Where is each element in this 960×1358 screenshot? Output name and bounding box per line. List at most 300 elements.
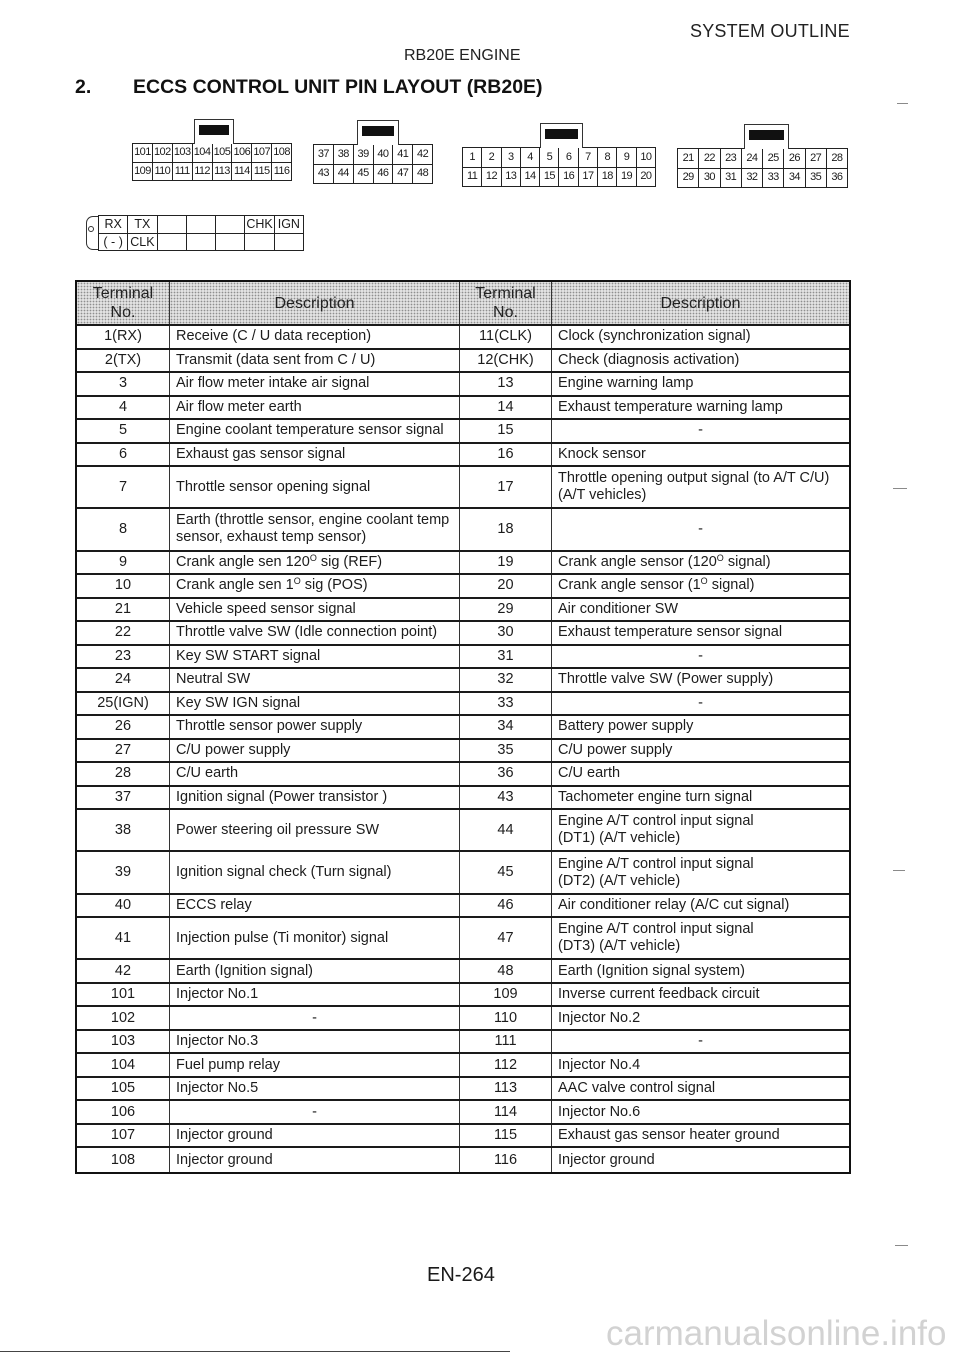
table-row <box>77 622 849 646</box>
connector-pin: 41 <box>393 145 413 165</box>
description-text: Injector No.6 <box>558 1103 641 1120</box>
connector-pin: 6 <box>559 148 578 168</box>
terminal-number-cell <box>460 599 552 621</box>
connector-pin: 48 <box>413 165 433 185</box>
description-cell <box>552 918 849 958</box>
connector-pin: 9 <box>617 148 636 168</box>
table-header-row <box>77 282 849 326</box>
description-cell <box>170 1054 460 1076</box>
terminal-number-cell <box>77 740 170 762</box>
terminal-number: 47 <box>497 929 514 946</box>
description-text: Injector No.2 <box>558 1009 641 1026</box>
description-cell <box>552 1054 849 1076</box>
terminal-number-cell <box>460 373 552 395</box>
description-text <box>558 577 754 594</box>
terminal-number-cell <box>77 552 170 574</box>
description-text: Exhaust gas sensor signal <box>176 445 346 462</box>
description-text: Injector ground <box>176 1127 273 1144</box>
description-text: Injector No.1 <box>176 986 259 1003</box>
description-text: Air conditioner SW <box>558 600 679 617</box>
table-row <box>77 984 849 1008</box>
description-cell <box>170 444 460 466</box>
table-row <box>77 740 849 764</box>
connector-pin: 102 <box>153 144 173 163</box>
description-text-part: sig (REF) <box>316 553 383 570</box>
terminal-number: 107 <box>110 1127 136 1144</box>
connector-pin: 20 <box>637 168 656 188</box>
degree-superscript: O <box>293 576 301 587</box>
description-text: Vehicle speed sensor signal <box>176 600 356 617</box>
terminal-number: 115 <box>493 1127 518 1144</box>
description-text: Ignition signal check (Turn signal) <box>176 864 392 881</box>
connector-pin: 3 <box>502 148 521 168</box>
connector-pin: 18 <box>598 168 617 188</box>
connector-pin: 15 <box>540 168 559 188</box>
connector-pin: IGN <box>275 216 304 234</box>
connector-pin: 29 <box>678 169 699 189</box>
terminal-number: 13 <box>497 375 514 392</box>
page-number: EN-264 <box>427 1264 495 1286</box>
terminal-number: 20 <box>497 577 514 594</box>
table-row <box>77 397 849 421</box>
description-text-part: signal) <box>707 577 755 594</box>
terminal-number-cell <box>77 1125 170 1147</box>
connector-pin: 37 <box>314 145 334 165</box>
terminal-number-cell <box>77 669 170 691</box>
description-text: - <box>698 422 703 439</box>
terminal-number: 106 <box>110 1103 136 1120</box>
description-cell <box>552 895 849 917</box>
terminal-number-cell <box>460 467 552 507</box>
connector-pin-grid <box>463 148 656 187</box>
connector-pin: CLK <box>128 234 157 252</box>
terminal-number-cell <box>77 1054 170 1076</box>
terminal-number: 6 <box>118 445 128 462</box>
column-header-terminal-no <box>77 282 170 324</box>
connector-pin: 14 <box>521 168 540 188</box>
terminal-number-cell <box>460 1031 552 1053</box>
description-cell <box>552 810 849 850</box>
connector-pin: 32 <box>742 169 763 189</box>
connector-pin: 5 <box>540 148 559 168</box>
terminal-number-cell <box>460 1054 552 1076</box>
terminal-number-cell <box>460 326 552 348</box>
connector-pin: 42 <box>413 145 433 165</box>
connector-pin: 109 <box>133 163 153 182</box>
connector-pin: 12 <box>482 168 501 188</box>
terminal-number: 36 <box>497 765 514 782</box>
terminal-number-cell <box>77 763 170 785</box>
description-text: Throttle sensor opening signal <box>176 478 371 495</box>
terminal-number-cell <box>460 740 552 762</box>
terminal-number: 23 <box>114 647 132 664</box>
description-cell <box>552 1148 849 1172</box>
terminal-number-cell <box>77 693 170 715</box>
terminal-number-cell <box>460 852 552 892</box>
terminal-number: 16 <box>497 445 514 462</box>
terminal-number-cell <box>77 1148 170 1172</box>
bottom-rule <box>0 1351 510 1352</box>
terminal-number-cell <box>77 984 170 1006</box>
table-row <box>77 552 849 576</box>
connector-pin: 26 <box>784 149 805 169</box>
table-row <box>77 787 849 811</box>
terminal-number: 30 <box>497 624 514 641</box>
watermark: carmanualsonline.info <box>606 1314 947 1353</box>
diagnosis-connector-pin-grid <box>99 216 304 251</box>
description-text: Engine A/T control input signal (DT3) (A/T vehicle) <box>558 921 754 955</box>
description-text: Exhaust temperature warning lamp <box>558 398 783 415</box>
terminal-number: 41 <box>114 929 132 946</box>
description-cell <box>552 373 849 395</box>
table-row <box>77 350 849 374</box>
description-cell <box>170 397 460 419</box>
terminal-number-cell <box>460 918 552 958</box>
description-text <box>176 554 382 571</box>
description-text: Clock (synchronization signal) <box>558 328 751 345</box>
terminal-number-cell <box>460 1007 552 1029</box>
terminal-number-cell <box>460 509 552 549</box>
terminal-number-cell <box>460 350 552 372</box>
terminal-number: 25(IGN) <box>97 694 149 711</box>
table-row <box>77 326 849 350</box>
terminal-number-cell <box>77 350 170 372</box>
column-header-label: Description <box>274 294 355 312</box>
table-row <box>77 895 849 919</box>
connector-pin: 8 <box>598 148 617 168</box>
terminal-number-cell <box>77 1078 170 1100</box>
description-cell <box>170 740 460 762</box>
connector-pin <box>216 234 245 252</box>
description-cell <box>170 895 460 917</box>
description-text: Check (diagnosis activation) <box>558 351 740 368</box>
description-cell <box>552 509 849 549</box>
column-header-description <box>170 282 460 324</box>
terminal-number-cell <box>77 1007 170 1029</box>
description-text-part: Crank angle sensor (1 <box>558 577 701 594</box>
terminal-number-cell <box>77 716 170 738</box>
terminal-number: 114 <box>493 1103 518 1120</box>
description-text: Throttle sensor power supply <box>176 718 363 735</box>
connector-pin: 16 <box>559 168 578 188</box>
connector-lock-tab <box>357 120 399 145</box>
description-cell <box>170 787 460 809</box>
terminal-number: 44 <box>497 821 514 838</box>
table-row <box>77 716 849 740</box>
description-text: Neutral SW <box>176 671 251 688</box>
connector-pin: 46 <box>374 165 394 185</box>
description-text: Receive (C / U data reception) <box>176 328 372 345</box>
connector-pin: 24 <box>742 149 763 169</box>
connector-pin: 110 <box>153 163 173 182</box>
connector-pin: 104 <box>193 144 213 163</box>
terminal-number: 19 <box>497 553 514 570</box>
terminal-number: 26 <box>114 718 132 735</box>
description-text: Tachometer engine turn signal <box>558 788 753 805</box>
description-cell <box>170 373 460 395</box>
terminal-number-cell <box>77 646 170 668</box>
connector-pin: 30 <box>699 169 720 189</box>
connector-lock-tab <box>540 123 583 148</box>
connector-lock-tab <box>744 124 789 149</box>
description-cell <box>170 1125 460 1147</box>
section-title: SYSTEM OUTLINE <box>690 21 850 41</box>
terminal-number: 12(CHK) <box>477 351 534 368</box>
description-cell <box>552 1007 849 1029</box>
description-text: Air conditioner relay (A/C cut signal) <box>558 896 790 913</box>
terminal-number: 102 <box>110 1009 136 1026</box>
description-cell <box>552 716 849 738</box>
terminal-number: 110 <box>493 1009 518 1026</box>
description-text: Earth (Ignition signal system) <box>558 962 745 979</box>
terminal-number: 24 <box>114 671 132 688</box>
description-cell <box>170 467 460 507</box>
connector-pin <box>187 234 216 252</box>
description-text: Throttle valve SW (Idle connection point) <box>176 624 438 641</box>
terminal-number: 7 <box>118 478 128 495</box>
terminal-number: 112 <box>493 1056 518 1073</box>
connector-pin: 114 <box>232 163 252 182</box>
terminal-number-cell <box>77 960 170 982</box>
connector-pin: 101 <box>133 144 153 163</box>
description-cell <box>552 622 849 644</box>
terminal-number-cell <box>460 575 552 597</box>
terminal-number: 104 <box>110 1056 136 1073</box>
terminal-number: 48 <box>497 962 514 979</box>
description-cell <box>170 420 460 442</box>
description-text-part: signal) <box>723 553 771 570</box>
table-row <box>77 918 849 960</box>
terminal-number: 21 <box>114 600 132 617</box>
description-cell <box>552 1031 849 1053</box>
connector-pin: 17 <box>579 168 598 188</box>
table-row <box>77 646 849 670</box>
description-cell <box>552 852 849 892</box>
description-cell <box>170 509 460 549</box>
terminal-number: 5 <box>118 422 128 439</box>
description-cell <box>170 1101 460 1123</box>
connector-pin: 27 <box>806 149 827 169</box>
connector-pin: 11 <box>463 168 482 188</box>
description-cell <box>552 444 849 466</box>
connector-pin <box>187 216 216 234</box>
description-text: Injection pulse (Ti monitor) signal <box>176 929 389 946</box>
connector-pin: 45 <box>354 165 374 185</box>
page-title: ECCS CONTROL UNIT PIN LAYOUT (RB20E) <box>133 76 543 98</box>
terminal-number: 46 <box>497 896 514 913</box>
description-text-part: sig (POS) <box>300 577 368 594</box>
terminal-table <box>75 280 851 1174</box>
description-text: - <box>698 694 703 711</box>
connector-pin: 111 <box>173 163 193 182</box>
terminal-number-cell <box>77 420 170 442</box>
table-row <box>77 960 849 984</box>
description-text: - <box>698 647 703 664</box>
terminal-number-cell <box>460 895 552 917</box>
description-text: C/U power supply <box>558 741 673 758</box>
description-text: - <box>698 520 703 537</box>
description-text: Engine A/T control input signal (DT1) (A/T vehicle) <box>558 813 754 847</box>
terminal-number: 37 <box>114 788 132 805</box>
table-row <box>77 575 849 599</box>
description-cell <box>170 716 460 738</box>
connector-pin: TX <box>128 216 157 234</box>
description-cell <box>552 575 849 597</box>
description-cell <box>170 1148 460 1172</box>
connector-pin: 113 <box>213 163 233 182</box>
terminal-number-cell <box>77 852 170 892</box>
connector-pin: 39 <box>354 145 374 165</box>
connector-pin: 107 <box>252 144 272 163</box>
terminal-number-cell <box>460 693 552 715</box>
table-row <box>77 1078 849 1102</box>
description-cell <box>552 646 849 668</box>
table-row <box>77 509 849 551</box>
terminal-number: 42 <box>114 962 132 979</box>
terminal-number-cell <box>460 960 552 982</box>
terminal-number-cell <box>77 373 170 395</box>
terminal-number: 29 <box>497 600 514 617</box>
terminal-number: 15 <box>497 422 514 439</box>
description-cell <box>552 599 849 621</box>
description-cell <box>552 326 849 348</box>
degree-superscript: O <box>309 552 317 563</box>
description-text: Injector No.5 <box>176 1080 259 1097</box>
terminal-number: 1(RX) <box>104 328 142 345</box>
terminal-number: 109 <box>493 986 518 1003</box>
connector-pin: 23 <box>721 149 742 169</box>
description-text: Fuel pump relay <box>176 1056 280 1073</box>
terminal-number-cell <box>77 1101 170 1123</box>
description-text: Injector ground <box>558 1151 655 1168</box>
column-header-label: Terminal No. <box>475 285 536 321</box>
table-row <box>77 467 849 509</box>
terminal-number-cell <box>77 895 170 917</box>
table-row <box>77 1007 849 1031</box>
description-text <box>176 577 368 594</box>
description-text: Inverse current feedback circuit <box>558 986 760 1003</box>
terminal-number-cell <box>77 467 170 507</box>
terminal-number-cell <box>460 763 552 785</box>
description-cell <box>170 984 460 1006</box>
description-cell <box>552 984 849 1006</box>
description-cell <box>170 326 460 348</box>
terminal-number: 9 <box>118 553 128 570</box>
table-row <box>77 810 849 852</box>
description-text: ECCS relay <box>176 896 252 913</box>
terminal-number: 38 <box>114 821 132 838</box>
diagnosis-connector-key-dot <box>88 226 94 232</box>
connector-pin: 105 <box>213 144 233 163</box>
terminal-number-cell <box>77 397 170 419</box>
terminal-number-cell <box>77 1031 170 1053</box>
terminal-number: 34 <box>497 718 514 735</box>
terminal-number-cell <box>77 622 170 644</box>
description-text: C/U earth <box>176 765 239 782</box>
terminal-number-cell <box>460 444 552 466</box>
description-cell <box>170 1031 460 1053</box>
connector-pin: 31 <box>721 169 742 189</box>
scan-mark <box>893 488 907 489</box>
terminal-number: 28 <box>114 765 132 782</box>
connector-pin: 1 <box>463 148 482 168</box>
terminal-number-cell <box>460 397 552 419</box>
connector-pin: 40 <box>374 145 394 165</box>
description-text: Transmit (data sent from C / U) <box>176 351 376 368</box>
terminal-number: 27 <box>114 741 132 758</box>
description-text: Injector No.3 <box>176 1033 259 1050</box>
terminal-number: 11(CLK) <box>479 328 532 345</box>
terminal-number: 111 <box>494 1033 517 1050</box>
engine-label: RB20E ENGINE <box>404 47 521 64</box>
connector-pin <box>245 234 274 252</box>
connector-pin: 28 <box>827 149 848 169</box>
table-row <box>77 693 849 717</box>
description-text: Air flow meter earth <box>176 398 302 415</box>
terminal-number-cell <box>460 810 552 850</box>
terminal-number-cell <box>77 326 170 348</box>
connector-pin: 35 <box>806 169 827 189</box>
scan-mark <box>895 1245 908 1246</box>
terminal-number-cell <box>460 1148 552 1172</box>
terminal-number: 3 <box>118 375 128 392</box>
connector-diagram <box>313 144 433 184</box>
description-text: Injector ground <box>176 1151 273 1168</box>
description-cell <box>170 622 460 644</box>
terminal-number-cell <box>460 984 552 1006</box>
description-text: Throttle valve SW (Power supply) <box>558 671 774 688</box>
connector-lock-bar <box>199 125 229 135</box>
description-cell <box>170 575 460 597</box>
connector-pin: 38 <box>334 145 354 165</box>
description-cell <box>170 693 460 715</box>
connector-pin-grid <box>314 145 433 184</box>
connector-pin-grid <box>133 144 292 181</box>
table-row <box>77 1148 849 1172</box>
description-cell <box>170 599 460 621</box>
connector-pin: 10 <box>637 148 656 168</box>
terminal-number-cell <box>77 810 170 850</box>
terminal-number: 101 <box>110 986 136 1003</box>
description-cell <box>552 467 849 507</box>
terminal-number-cell <box>460 1125 552 1147</box>
description-cell <box>170 810 460 850</box>
description-text <box>558 554 771 571</box>
connector-lock-bar <box>362 126 394 136</box>
terminal-number: 103 <box>110 1033 136 1050</box>
description-text: - <box>698 1033 703 1050</box>
description-cell <box>552 693 849 715</box>
connector-pin: CHK <box>245 216 274 234</box>
description-text-part: Crank angle sensor (120 <box>558 553 717 570</box>
terminal-number-cell <box>77 575 170 597</box>
connector-pin <box>216 216 245 234</box>
terminal-number-cell <box>77 918 170 958</box>
terminal-number: 2(TX) <box>104 351 142 368</box>
description-text: Power steering oil pressure SW <box>176 821 380 838</box>
connector-diagram <box>132 143 292 181</box>
connector-diagram <box>462 147 656 187</box>
description-text: Exhaust temperature sensor signal <box>558 624 783 641</box>
description-cell <box>170 763 460 785</box>
terminal-number: 43 <box>497 788 514 805</box>
description-cell <box>170 1078 460 1100</box>
table-row <box>77 1125 849 1149</box>
terminal-number: 14 <box>497 398 514 415</box>
table-row <box>77 763 849 787</box>
connector-pin: 115 <box>252 163 272 182</box>
terminal-number: 116 <box>493 1151 518 1168</box>
